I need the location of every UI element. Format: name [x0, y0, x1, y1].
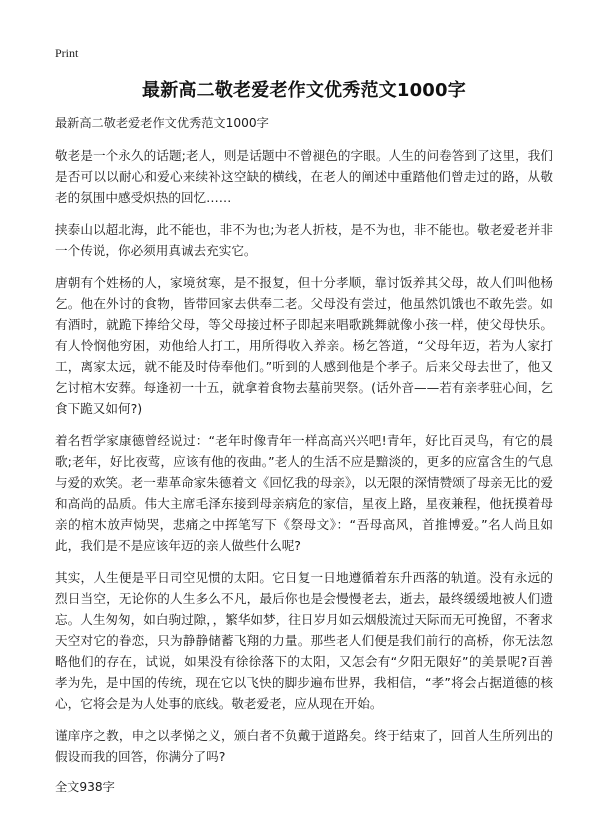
word-count: 全文938字: [55, 780, 115, 794]
document-title: 最新高二敬老爱老作文优秀范文1000字: [142, 80, 466, 101]
paragraph-5: 其实，人生便是平日司空见惯的太阳。它日复一日地遵循着东升西落的轨道。没有永远的烈日当空，无论你的人生多么不凡，最后你也是会慢慢老去，逝去，最终缓缓地被人们遗忘。人生匆匆，如白驹过隙，，繁华如梦，往日岁月如云烟般流过天际而无可挽留，不奢求天空对它的眷恋，只为静静储蓄飞翔的力量。那些老人们便是我们前行的高桥，你无法忽略他们的存在，试说，如果没有徐徐落下的太阳，又怎会有“夕阳无限好”的美景呢?百善孝为先，是中国的传统，现在它以飞快的脚步遍布世界，我相信，“孝”将会占据道德的核心，它将会是为人处事的底线。敬老爱老，应从现在开始。: [55, 570, 553, 711]
paragraph-4: 着名哲学家康德曾经说过：“老年时像青年一样高高兴兴吧!青年，好比百灵鸟，有它的晨歌;老年，好比夜莺，应该有他的夜曲。”老人的生活不应是黯淡的，更多的应富含生的气息与爱的欢笑。老一辈革命家朱德着文《回忆我的母亲》，以无限的深情赞颂了母亲无比的爱和高尚的品质。伟大主席毛泽东接到母亲病危的家信，星夜上路，星夜兼程，他抚摸着母亲的棺木放声恸哭，悲痛之中挥笔写下《祭母文》：“吾母高风，首推博爱。”名人尚且如此，我们是不是应该年迈的亲人做些什么呢?: [55, 433, 553, 553]
document-body: [55, 76, 553, 795]
paragraph-3: 唐朝有个姓杨的人，家境贫寒，是不报复，但十分孝顺，靠讨饭养其父母，故人们叫他杨乞。他在外讨的食物，皆带回家去供奉二老。父母没有尝过，他虽然饥饿也不敢先尝。如有酒时，就跪下捧给父母，等父母接过杯子即起来唱歌跳舞就像小孩一样，使父母快乐。有人怜悯他穷困，劝他给人打工，用所得收入养亲。杨乞答道，“父母年迈，若为人家打工，离家太远，就不能及时侍奉他们。”听到的人感到他是个孝子。后来父母去世了，他又乞讨棺木安葬。每逢初一十五，就拿着食物去墓前哭祭。(话外音——若有亲孝驻心间，乞食下跪又如何?): [55, 275, 553, 416]
document-subtitle: 最新高二敬老爱老作文优秀范文1000字: [55, 116, 269, 130]
print-link[interactable]: Print: [55, 46, 79, 60]
paragraph-2: 挟泰山以超北海，此不能也，非不为也;为老人折枝，是不为也，非不能也。敬老爱老并非一个传说，你必须用真诚去充实它。: [55, 222, 553, 258]
paragraph-1: 敬老是一个永久的话题;老人，则是话题中不曾褪色的字眼。人生的问卷答到了这里，我们是否可以以耐心和爱心来续补这空缺的横线，在老人的阐述中重踏他们曾走过的路，从敬老的氛围中感受炽热的回忆……: [55, 148, 553, 205]
paragraph-6: 谨庠序之教，申之以孝悌之义，颁白者不负戴于道路矣。终于结束了，回首人生所列出的假设而我的回答，你满分了吗?: [55, 728, 553, 764]
